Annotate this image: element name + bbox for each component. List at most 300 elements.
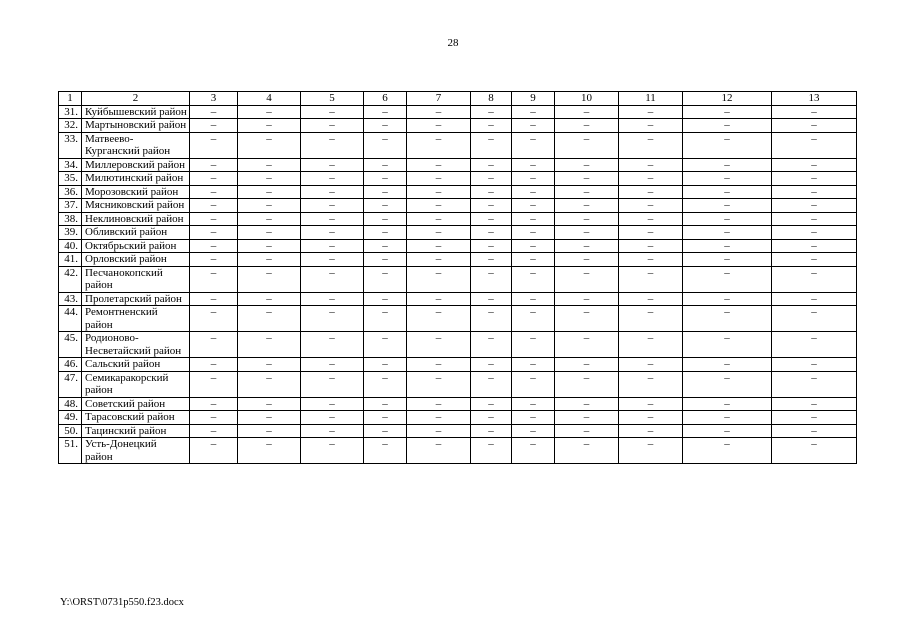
value-cell: – xyxy=(471,105,512,119)
table-row xyxy=(59,158,857,172)
value-cell: – xyxy=(471,306,512,332)
table-row xyxy=(59,226,857,240)
value-cell: – xyxy=(619,158,683,172)
district-name: Милютинский район xyxy=(82,172,190,186)
value-cell: – xyxy=(683,185,772,199)
value-cell: – xyxy=(512,226,555,240)
value-cell: – xyxy=(772,424,857,438)
value-cell: – xyxy=(190,332,238,358)
value-cell: – xyxy=(190,185,238,199)
value-cell: – xyxy=(238,105,301,119)
table-row xyxy=(59,424,857,438)
value-cell: – xyxy=(364,253,407,267)
value-cell: – xyxy=(619,253,683,267)
value-cell: – xyxy=(772,239,857,253)
value-cell: – xyxy=(407,371,471,397)
value-cell: – xyxy=(512,185,555,199)
row-number: 36. xyxy=(59,185,82,199)
district-name: Родионово-Несветайский район xyxy=(82,332,190,358)
value-cell: – xyxy=(407,306,471,332)
value-cell: – xyxy=(301,158,364,172)
value-cell: – xyxy=(619,226,683,240)
row-number: 37. xyxy=(59,199,82,213)
value-cell: – xyxy=(407,266,471,292)
value-cell: – xyxy=(512,397,555,411)
value-cell: – xyxy=(619,239,683,253)
row-number: 42. xyxy=(59,266,82,292)
value-cell: – xyxy=(683,172,772,186)
row-number: 39. xyxy=(59,226,82,240)
value-cell: – xyxy=(683,158,772,172)
row-number: 50. xyxy=(59,424,82,438)
column-header-13: 13 xyxy=(772,92,857,106)
value-cell: – xyxy=(683,212,772,226)
value-cell: – xyxy=(683,226,772,240)
value-cell: – xyxy=(364,332,407,358)
value-cell: – xyxy=(512,358,555,372)
value-cell: – xyxy=(619,212,683,226)
value-cell: – xyxy=(619,292,683,306)
value-cell: – xyxy=(190,172,238,186)
value-cell: – xyxy=(619,266,683,292)
value-cell: – xyxy=(772,119,857,133)
value-cell: – xyxy=(683,292,772,306)
row-number: 40. xyxy=(59,239,82,253)
value-cell: – xyxy=(407,292,471,306)
value-cell: – xyxy=(555,132,619,158)
value-cell: – xyxy=(364,411,407,425)
value-cell: – xyxy=(683,371,772,397)
value-cell: – xyxy=(619,105,683,119)
value-cell: – xyxy=(471,119,512,133)
value-cell: – xyxy=(683,239,772,253)
value-cell: – xyxy=(190,371,238,397)
value-cell: – xyxy=(238,199,301,213)
value-cell: – xyxy=(772,411,857,425)
value-cell: – xyxy=(407,212,471,226)
value-cell: – xyxy=(683,332,772,358)
value-cell: – xyxy=(555,185,619,199)
table-body xyxy=(59,92,857,464)
value-cell: – xyxy=(772,332,857,358)
table-row xyxy=(59,185,857,199)
value-cell: – xyxy=(364,172,407,186)
value-cell: – xyxy=(301,212,364,226)
value-cell: – xyxy=(301,172,364,186)
value-cell: – xyxy=(772,226,857,240)
value-cell: – xyxy=(364,306,407,332)
value-cell: – xyxy=(301,266,364,292)
value-cell: – xyxy=(364,119,407,133)
value-cell: – xyxy=(301,397,364,411)
column-header-9: 9 xyxy=(512,92,555,106)
value-cell: – xyxy=(190,266,238,292)
value-cell: – xyxy=(683,105,772,119)
value-cell: – xyxy=(512,212,555,226)
row-number: 32. xyxy=(59,119,82,133)
value-cell: – xyxy=(471,292,512,306)
row-number: 33. xyxy=(59,132,82,158)
value-cell: – xyxy=(407,239,471,253)
value-cell: – xyxy=(471,424,512,438)
table-row xyxy=(59,332,857,358)
value-cell: – xyxy=(301,185,364,199)
value-cell: – xyxy=(190,226,238,240)
value-cell: – xyxy=(238,358,301,372)
value-cell: – xyxy=(555,158,619,172)
value-cell: – xyxy=(772,199,857,213)
value-cell: – xyxy=(555,199,619,213)
value-cell: – xyxy=(772,253,857,267)
value-cell: – xyxy=(190,105,238,119)
value-cell: – xyxy=(619,424,683,438)
value-cell: – xyxy=(238,292,301,306)
district-name: Обливский район xyxy=(82,226,190,240)
value-cell: – xyxy=(555,119,619,133)
value-cell: – xyxy=(512,172,555,186)
table-row xyxy=(59,199,857,213)
value-cell: – xyxy=(471,185,512,199)
table-row xyxy=(59,397,857,411)
value-cell: – xyxy=(512,438,555,464)
value-cell: – xyxy=(190,132,238,158)
value-cell: – xyxy=(364,371,407,397)
value-cell: – xyxy=(407,253,471,267)
value-cell: – xyxy=(190,306,238,332)
value-cell: – xyxy=(190,411,238,425)
column-header-4: 4 xyxy=(238,92,301,106)
value-cell: – xyxy=(683,132,772,158)
value-cell: – xyxy=(512,371,555,397)
value-cell: – xyxy=(301,226,364,240)
value-cell: – xyxy=(407,158,471,172)
value-cell: – xyxy=(772,172,857,186)
value-cell: – xyxy=(364,212,407,226)
value-cell: – xyxy=(238,239,301,253)
value-cell: – xyxy=(683,424,772,438)
value-cell: – xyxy=(772,438,857,464)
value-cell: – xyxy=(512,132,555,158)
district-name: Октябрьский район xyxy=(82,239,190,253)
row-number: 31. xyxy=(59,105,82,119)
value-cell: – xyxy=(772,358,857,372)
value-cell: – xyxy=(190,438,238,464)
value-cell: – xyxy=(555,253,619,267)
district-name: Ремонтненский район xyxy=(82,306,190,332)
column-header-7: 7 xyxy=(407,92,471,106)
row-number: 47. xyxy=(59,371,82,397)
table-row xyxy=(59,266,857,292)
value-cell: – xyxy=(364,132,407,158)
row-number: 34. xyxy=(59,158,82,172)
value-cell: – xyxy=(238,158,301,172)
value-cell: – xyxy=(683,438,772,464)
district-name: Морозовский район xyxy=(82,185,190,199)
table-row xyxy=(59,172,857,186)
row-number: 46. xyxy=(59,358,82,372)
value-cell: – xyxy=(238,424,301,438)
column-header-1: 1 xyxy=(59,92,82,106)
value-cell: – xyxy=(555,105,619,119)
value-cell: – xyxy=(190,424,238,438)
value-cell: – xyxy=(619,172,683,186)
value-cell: – xyxy=(301,132,364,158)
value-cell: – xyxy=(364,438,407,464)
value-cell: – xyxy=(471,397,512,411)
value-cell: – xyxy=(190,199,238,213)
value-cell: – xyxy=(407,411,471,425)
district-name: Мясниковский район xyxy=(82,199,190,213)
value-cell: – xyxy=(619,358,683,372)
value-cell: – xyxy=(301,105,364,119)
district-name: Советский район xyxy=(82,397,190,411)
district-name: Куйбышевский район xyxy=(82,105,190,119)
value-cell: – xyxy=(471,172,512,186)
value-cell: – xyxy=(238,212,301,226)
value-cell: – xyxy=(619,119,683,133)
value-cell: – xyxy=(683,119,772,133)
value-cell: – xyxy=(512,105,555,119)
table-row xyxy=(59,253,857,267)
district-name: Матвеево-Курганский район xyxy=(82,132,190,158)
row-number: 44. xyxy=(59,306,82,332)
value-cell: – xyxy=(364,226,407,240)
value-cell: – xyxy=(555,424,619,438)
value-cell: – xyxy=(512,292,555,306)
table-row xyxy=(59,239,857,253)
table-row xyxy=(59,371,857,397)
column-header-8: 8 xyxy=(471,92,512,106)
value-cell: – xyxy=(471,239,512,253)
value-cell: – xyxy=(407,185,471,199)
column-header-5: 5 xyxy=(301,92,364,106)
value-cell: – xyxy=(190,253,238,267)
value-cell: – xyxy=(555,239,619,253)
page-number: 28 xyxy=(447,37,459,49)
value-cell: – xyxy=(301,438,364,464)
value-cell: – xyxy=(301,411,364,425)
value-cell: – xyxy=(238,411,301,425)
value-cell: – xyxy=(364,292,407,306)
value-cell: – xyxy=(301,332,364,358)
row-number: 45. xyxy=(59,332,82,358)
row-number: 51. xyxy=(59,438,82,464)
district-name: Усть-Донецкий район xyxy=(82,438,190,464)
value-cell: – xyxy=(471,226,512,240)
table-row xyxy=(59,212,857,226)
value-cell: – xyxy=(301,239,364,253)
value-cell: – xyxy=(512,158,555,172)
value-cell: – xyxy=(301,424,364,438)
value-cell: – xyxy=(512,253,555,267)
value-cell: – xyxy=(683,266,772,292)
value-cell: – xyxy=(301,199,364,213)
value-cell: – xyxy=(238,172,301,186)
table-row xyxy=(59,306,857,332)
value-cell: – xyxy=(619,411,683,425)
value-cell: – xyxy=(555,266,619,292)
value-cell: – xyxy=(772,185,857,199)
value-cell: – xyxy=(683,306,772,332)
column-header-10: 10 xyxy=(555,92,619,106)
value-cell: – xyxy=(619,199,683,213)
value-cell: – xyxy=(683,253,772,267)
value-cell: – xyxy=(364,105,407,119)
value-cell: – xyxy=(471,371,512,397)
value-cell: – xyxy=(555,332,619,358)
district-name: Тарасовский район xyxy=(82,411,190,425)
value-cell: – xyxy=(301,358,364,372)
value-cell: – xyxy=(238,119,301,133)
value-cell: – xyxy=(619,438,683,464)
value-cell: – xyxy=(364,424,407,438)
value-cell: – xyxy=(619,132,683,158)
value-cell: – xyxy=(190,358,238,372)
value-cell: – xyxy=(364,239,407,253)
value-cell: – xyxy=(772,292,857,306)
value-cell: – xyxy=(512,411,555,425)
value-cell: – xyxy=(772,397,857,411)
value-cell: – xyxy=(238,438,301,464)
row-number: 35. xyxy=(59,172,82,186)
value-cell: – xyxy=(772,266,857,292)
row-number: 43. xyxy=(59,292,82,306)
value-cell: – xyxy=(772,158,857,172)
column-header-6: 6 xyxy=(364,92,407,106)
district-name: Орловский район xyxy=(82,253,190,267)
row-number: 41. xyxy=(59,253,82,267)
value-cell: – xyxy=(364,397,407,411)
district-name: Сальский район xyxy=(82,358,190,372)
column-header-12: 12 xyxy=(683,92,772,106)
value-cell: – xyxy=(301,292,364,306)
value-cell: – xyxy=(772,371,857,397)
value-cell: – xyxy=(555,438,619,464)
value-cell: – xyxy=(238,371,301,397)
value-cell: – xyxy=(555,226,619,240)
table-row xyxy=(59,438,857,464)
value-cell: – xyxy=(407,226,471,240)
value-cell: – xyxy=(364,158,407,172)
row-number: 48. xyxy=(59,397,82,411)
value-cell: – xyxy=(619,306,683,332)
row-number: 49. xyxy=(59,411,82,425)
value-cell: – xyxy=(683,397,772,411)
value-cell: – xyxy=(471,199,512,213)
table-row xyxy=(59,292,857,306)
district-name: Семикаракорский район xyxy=(82,371,190,397)
value-cell: – xyxy=(471,212,512,226)
value-cell: – xyxy=(190,158,238,172)
value-cell: – xyxy=(512,332,555,358)
value-cell: – xyxy=(555,411,619,425)
value-cell: – xyxy=(619,185,683,199)
value-cell: – xyxy=(238,397,301,411)
column-header-11: 11 xyxy=(619,92,683,106)
district-name: Мартыновский район xyxy=(82,119,190,133)
value-cell: – xyxy=(190,397,238,411)
column-header-2: 2 xyxy=(82,92,190,106)
value-cell: – xyxy=(471,332,512,358)
value-cell: – xyxy=(471,266,512,292)
district-name: Тацинский район xyxy=(82,424,190,438)
value-cell: – xyxy=(512,199,555,213)
value-cell: – xyxy=(364,358,407,372)
value-cell: – xyxy=(471,132,512,158)
value-cell: – xyxy=(407,358,471,372)
table-row xyxy=(59,105,857,119)
value-cell: – xyxy=(772,132,857,158)
value-cell: – xyxy=(407,438,471,464)
district-name: Песчанокопский район xyxy=(82,266,190,292)
value-cell: – xyxy=(407,105,471,119)
value-cell: – xyxy=(471,358,512,372)
value-cell: – xyxy=(190,292,238,306)
value-cell: – xyxy=(238,132,301,158)
value-cell: – xyxy=(407,132,471,158)
table-row xyxy=(59,358,857,372)
value-cell: – xyxy=(190,119,238,133)
value-cell: – xyxy=(619,371,683,397)
value-cell: – xyxy=(471,438,512,464)
value-cell: – xyxy=(683,411,772,425)
value-cell: – xyxy=(555,292,619,306)
table-row xyxy=(59,132,857,158)
value-cell: – xyxy=(619,332,683,358)
value-cell: – xyxy=(238,306,301,332)
value-cell: – xyxy=(683,358,772,372)
value-cell: – xyxy=(471,158,512,172)
value-cell: – xyxy=(238,253,301,267)
value-cell: – xyxy=(407,119,471,133)
value-cell: – xyxy=(364,266,407,292)
value-cell: – xyxy=(238,266,301,292)
value-cell: – xyxy=(471,411,512,425)
value-cell: – xyxy=(555,371,619,397)
value-cell: – xyxy=(407,172,471,186)
value-cell: – xyxy=(772,105,857,119)
value-cell: – xyxy=(301,306,364,332)
value-cell: – xyxy=(471,253,512,267)
value-cell: – xyxy=(772,212,857,226)
value-cell: – xyxy=(238,332,301,358)
district-name: Пролетарский район xyxy=(82,292,190,306)
data-table xyxy=(58,91,857,464)
value-cell: – xyxy=(238,185,301,199)
row-number: 38. xyxy=(59,212,82,226)
value-cell: – xyxy=(555,306,619,332)
value-cell: – xyxy=(364,199,407,213)
value-cell: – xyxy=(555,172,619,186)
value-cell: – xyxy=(512,239,555,253)
district-name: Миллеровский район xyxy=(82,158,190,172)
column-header-3: 3 xyxy=(190,92,238,106)
value-cell: – xyxy=(512,119,555,133)
table-header-row xyxy=(59,92,857,106)
value-cell: – xyxy=(512,424,555,438)
value-cell: – xyxy=(407,332,471,358)
value-cell: – xyxy=(555,397,619,411)
value-cell: – xyxy=(190,239,238,253)
value-cell: – xyxy=(555,212,619,226)
value-cell: – xyxy=(301,371,364,397)
table-row xyxy=(59,119,857,133)
value-cell: – xyxy=(301,119,364,133)
value-cell: – xyxy=(555,358,619,372)
value-cell: – xyxy=(238,226,301,240)
value-cell: – xyxy=(190,212,238,226)
value-cell: – xyxy=(301,253,364,267)
